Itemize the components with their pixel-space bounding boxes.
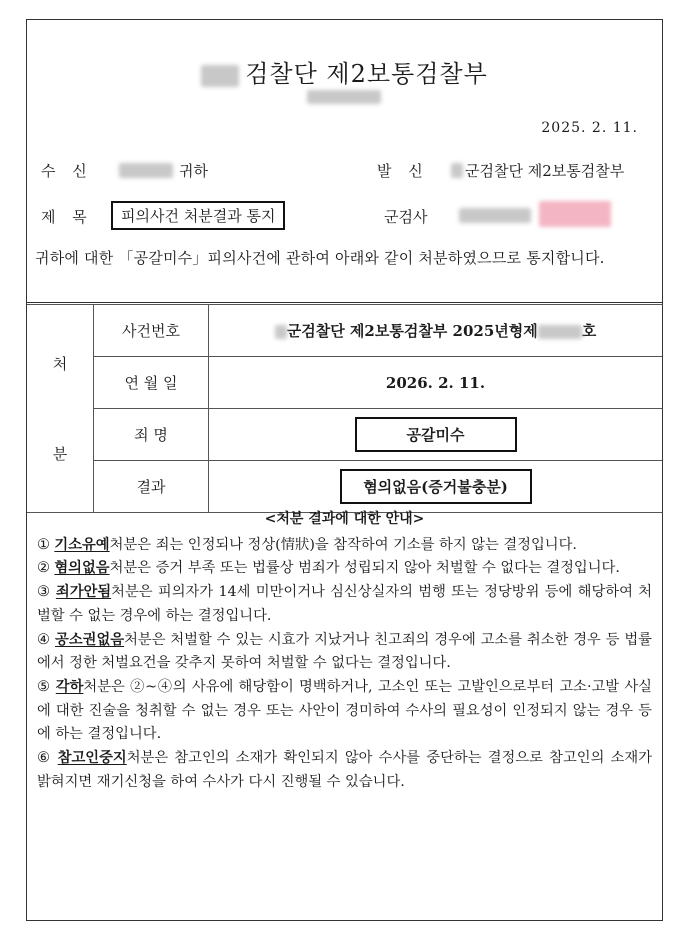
case-number-label: 사건번호 [94, 305, 209, 357]
issue-date: 2025. 2. 11. [541, 120, 638, 136]
charge-label: 죄 명 [94, 409, 209, 461]
redacted-sender-unit [451, 163, 463, 178]
recipient-suffix: 귀하 [179, 162, 208, 180]
disposition-side-label: 처 분 [27, 305, 94, 513]
prosecutor-label: 군검사 [384, 208, 428, 226]
date-label: 연 월 일 [94, 357, 209, 409]
redacted-unit-name [201, 65, 239, 87]
guide-heading: <처분 결과에 대한 안내> [264, 511, 425, 527]
guide-item: ③ 죄가안됨처분은 피의자가 14세 미만이거나 심신상실자의 범행 또는 정당방위 등에 해당하여 처벌할 수 없는 경우에 하는 결정입니다. [37, 584, 653, 624]
redacted-recipient [119, 163, 173, 178]
guide-item: ① 기소유예처분은 죄는 인정되나 정상(情狀)을 참작하여 기소를 하지 않는 결정입니다. [37, 536, 577, 553]
guide-item: ⑤ 각하처분은 ②~④의 사유에 해당함이 명백하거나, 고소인 또는 고발인으로부터 고소·고발 사실에 대한 진술을 청취할 수 없는 경우 또는 사안이 경미하여 수사의 필요성이 인정되지 않는 경우 등에 하는 결정입니다. [37, 678, 652, 743]
table-row [27, 357, 662, 409]
redacted-subtitle [307, 90, 381, 104]
result-label: 결과 [94, 461, 209, 513]
redacted-case-number [538, 325, 582, 339]
redacted-seal [539, 201, 611, 227]
table-row [27, 305, 662, 357]
table-row [27, 461, 662, 513]
recipient-label: 수 신 [41, 162, 93, 180]
guide-item: ④ 공소권없음처분은 처벌할 수 있는 시효가 지났거나 친고죄의 경우에 고소를 취소한 경우 등 법률에서 정한 처벌요건을 갖추지 못하여 처벌할 수 없다는 결정입니다. [37, 631, 652, 672]
result-value: 혐의없음(증거불충분) [340, 469, 532, 504]
disposition-guide [37, 508, 652, 794]
document-title: 검찰단 제2보통검찰부 [27, 54, 662, 89]
guide-item: ② 혐의없음처분은 증거 부족 또는 법률상 범죄가 성립되지 않아 처벌할 수 없다는 결정입니다. [37, 560, 620, 577]
sender-value: 군검찰단 제2보통검찰부 [465, 162, 625, 180]
disposition-table [27, 304, 662, 513]
table-row [27, 409, 662, 461]
subject-value: 피의사건 처분결과 통지 [111, 201, 285, 230]
disposition-date: 2026. 2. 11. [209, 357, 663, 409]
notice-document [26, 19, 663, 921]
notice-body: 귀하에 대한 「공갈미수」피의사건에 관하여 아래와 같이 처분하였으므로 통지합니다. [35, 249, 605, 267]
charge-value: 공갈미수 [355, 417, 517, 452]
top-divider [27, 302, 662, 303]
case-number-value: 군검찰단 제2보통검찰부 2025년형제 호 [209, 305, 663, 357]
redacted-prosecutor-name [459, 208, 531, 223]
redacted-unit [275, 325, 287, 339]
guide-item: ⑥ 참고인중지처분은 참고인의 소재가 확인되지 않아 수사를 중단하는 결정으로 참고인의 소재가 밝혀지면 재기신청을 하여 수사가 다시 진행될 수 있습니다. [37, 750, 653, 790]
subject-label: 제 목 [41, 208, 93, 226]
sender-label: 발 신 [377, 162, 429, 180]
